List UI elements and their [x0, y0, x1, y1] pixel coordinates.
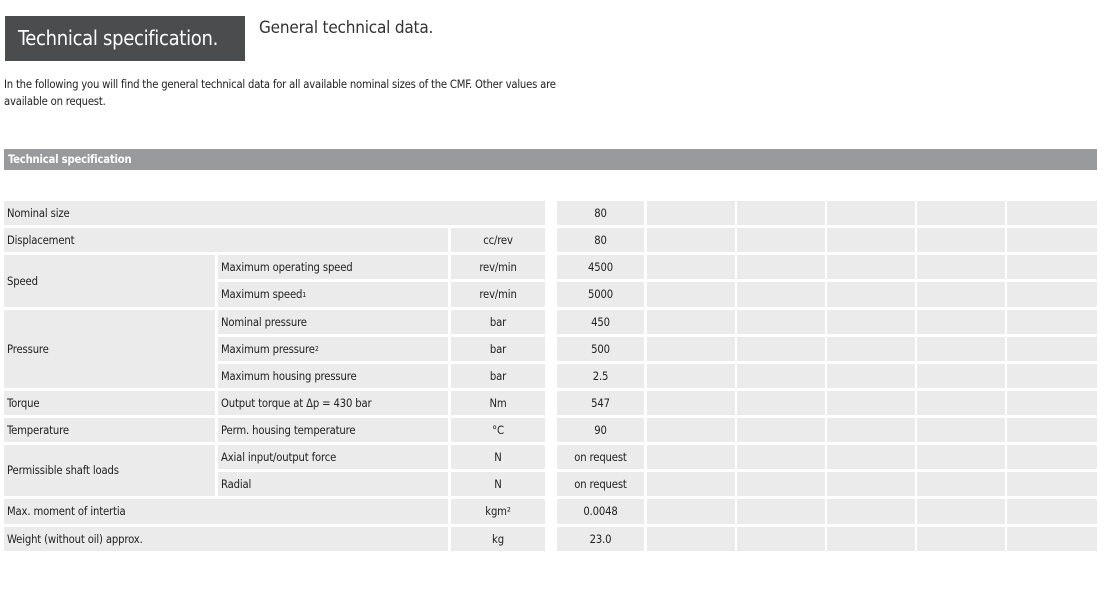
empty-value-cell: [827, 445, 915, 469]
empty-value-cell: [827, 391, 915, 415]
empty-value-cell: [917, 364, 1005, 388]
empty-value-cell: [647, 499, 735, 524]
empty-value-cell: [917, 228, 1005, 252]
empty-value-cell: [737, 499, 825, 524]
unit-max-operating-speed: rev/min: [451, 255, 545, 279]
empty-value-cell: [647, 418, 735, 442]
empty-value-cell: [737, 391, 825, 415]
empty-value-cell: [827, 364, 915, 388]
unit-axial-force: N: [451, 445, 545, 469]
empty-value-cell: [917, 282, 1005, 307]
empty-value-cell: [827, 527, 915, 551]
empty-value-cell: [827, 282, 915, 307]
unit-max-housing-pressure: bar: [451, 364, 545, 388]
empty-value-cell: [917, 337, 1005, 361]
empty-value-cell: [827, 310, 915, 334]
unit-max-speed: rev/min: [451, 282, 545, 307]
empty-value-cell: [1007, 282, 1097, 307]
label-nominal-size: Nominal size: [4, 201, 545, 225]
unit-inertia: kgm²: [451, 499, 545, 524]
empty-value-cell: [1007, 445, 1097, 469]
empty-value-cell: [737, 255, 825, 279]
empty-value-cell: [827, 472, 915, 496]
empty-value-cell: [737, 310, 825, 334]
empty-value-cell: [647, 391, 735, 415]
empty-value-cell: [647, 310, 735, 334]
empty-value-cell: [737, 228, 825, 252]
empty-value-cell: [737, 337, 825, 361]
param-nominal-pressure: Nominal pressure: [218, 310, 448, 334]
empty-value-cell: [917, 310, 1005, 334]
value-nominal-pressure: 450: [557, 310, 644, 334]
unit-temperature: °C: [451, 418, 545, 442]
label-weight: Weight (without oil) approx.: [4, 527, 448, 551]
empty-value-cell: [737, 527, 825, 551]
page-title: Technical specification.: [5, 16, 245, 61]
empty-value-cell: [737, 364, 825, 388]
page-subtitle: General technical data.: [259, 18, 434, 38]
empty-value-cell: [647, 445, 735, 469]
label-torque: Torque: [4, 391, 215, 415]
value-weight: 23.0: [557, 527, 644, 551]
empty-value-cell: [647, 201, 735, 225]
empty-value-cell: [917, 527, 1005, 551]
param-radial: Radial: [218, 472, 448, 496]
param-max-pressure-text: Maximum pressure: [221, 342, 315, 356]
empty-value-cell: [827, 499, 915, 524]
empty-value-cell: [1007, 364, 1097, 388]
unit-max-pressure: bar: [451, 337, 545, 361]
empty-value-cell: [917, 255, 1005, 279]
intro-paragraph: In the following you will find the general technical data for all available nominal sizes of the CMF. Other values are available on request.: [4, 78, 556, 108]
param-max-operating-speed: Maximum operating speed: [218, 255, 448, 279]
param-output-torque: Output torque at Δp = 430 bar: [218, 391, 448, 415]
empty-value-cell: [917, 472, 1005, 496]
empty-value-cell: [917, 418, 1005, 442]
value-temperature: 90: [557, 418, 644, 442]
value-inertia: 0.0048: [557, 499, 644, 524]
value-torque: 547: [557, 391, 644, 415]
param-axial-force: Axial input/output force: [218, 445, 448, 469]
empty-value-cell: [737, 472, 825, 496]
empty-value-cell: [1007, 337, 1097, 361]
unit-displacement: cc/rev: [451, 228, 545, 252]
empty-value-cell: [737, 282, 825, 307]
empty-value-cell: [917, 445, 1005, 469]
empty-value-cell: [827, 201, 915, 225]
empty-value-cell: [827, 337, 915, 361]
value-displacement: 80: [557, 228, 644, 252]
empty-value-cell: [1007, 228, 1097, 252]
label-inertia: Max. moment of intertia: [4, 499, 448, 524]
empty-value-cell: [647, 472, 735, 496]
param-max-pressure: Maximum pressure 2: [218, 337, 448, 361]
empty-value-cell: [737, 201, 825, 225]
unit-radial: N: [451, 472, 545, 496]
empty-value-cell: [827, 255, 915, 279]
empty-value-cell: [917, 201, 1005, 225]
empty-value-cell: [647, 364, 735, 388]
value-max-speed: 5000: [557, 282, 644, 307]
section-header: Technical specification: [4, 149, 1097, 170]
label-displacement: Displacement: [4, 228, 448, 252]
unit-torque: Nm: [451, 391, 545, 415]
empty-value-cell: [827, 228, 915, 252]
value-max-housing-pressure: 2.5: [557, 364, 644, 388]
empty-value-cell: [1007, 527, 1097, 551]
empty-value-cell: [1007, 310, 1097, 334]
empty-value-cell: [1007, 391, 1097, 415]
empty-value-cell: [647, 255, 735, 279]
label-speed: Speed: [4, 255, 215, 307]
empty-value-cell: [647, 282, 735, 307]
empty-value-cell: [647, 228, 735, 252]
empty-value-cell: [647, 337, 735, 361]
empty-value-cell: [917, 499, 1005, 524]
value-radial: on request: [557, 472, 644, 496]
param-housing-temperature: Perm. housing temperature: [218, 418, 448, 442]
empty-value-cell: [647, 527, 735, 551]
empty-value-cell: [1007, 472, 1097, 496]
label-temperature: Temperature: [4, 418, 215, 442]
empty-value-cell: [1007, 499, 1097, 524]
param-max-speed-text: Maximum speed: [221, 288, 303, 301]
value-axial-force: on request: [557, 445, 644, 469]
empty-value-cell: [1007, 201, 1097, 225]
unit-nominal-pressure: bar: [451, 310, 545, 334]
empty-value-cell: [1007, 418, 1097, 442]
empty-value-cell: [827, 418, 915, 442]
empty-value-cell: [917, 391, 1005, 415]
value-nominal-size: 80: [557, 201, 644, 225]
param-max-speed: Maximum speed 1: [218, 282, 448, 307]
empty-value-cell: [1007, 255, 1097, 279]
label-pressure: Pressure: [4, 310, 215, 388]
empty-value-cell: [737, 445, 825, 469]
param-max-housing-pressure: Maximum housing pressure: [218, 364, 448, 388]
value-max-pressure: 500: [557, 337, 644, 361]
label-shaft-loads: Permissible shaft loads: [4, 445, 215, 496]
value-max-operating-speed: 4500: [557, 255, 644, 279]
unit-weight: kg: [451, 527, 545, 551]
empty-value-cell: [737, 418, 825, 442]
